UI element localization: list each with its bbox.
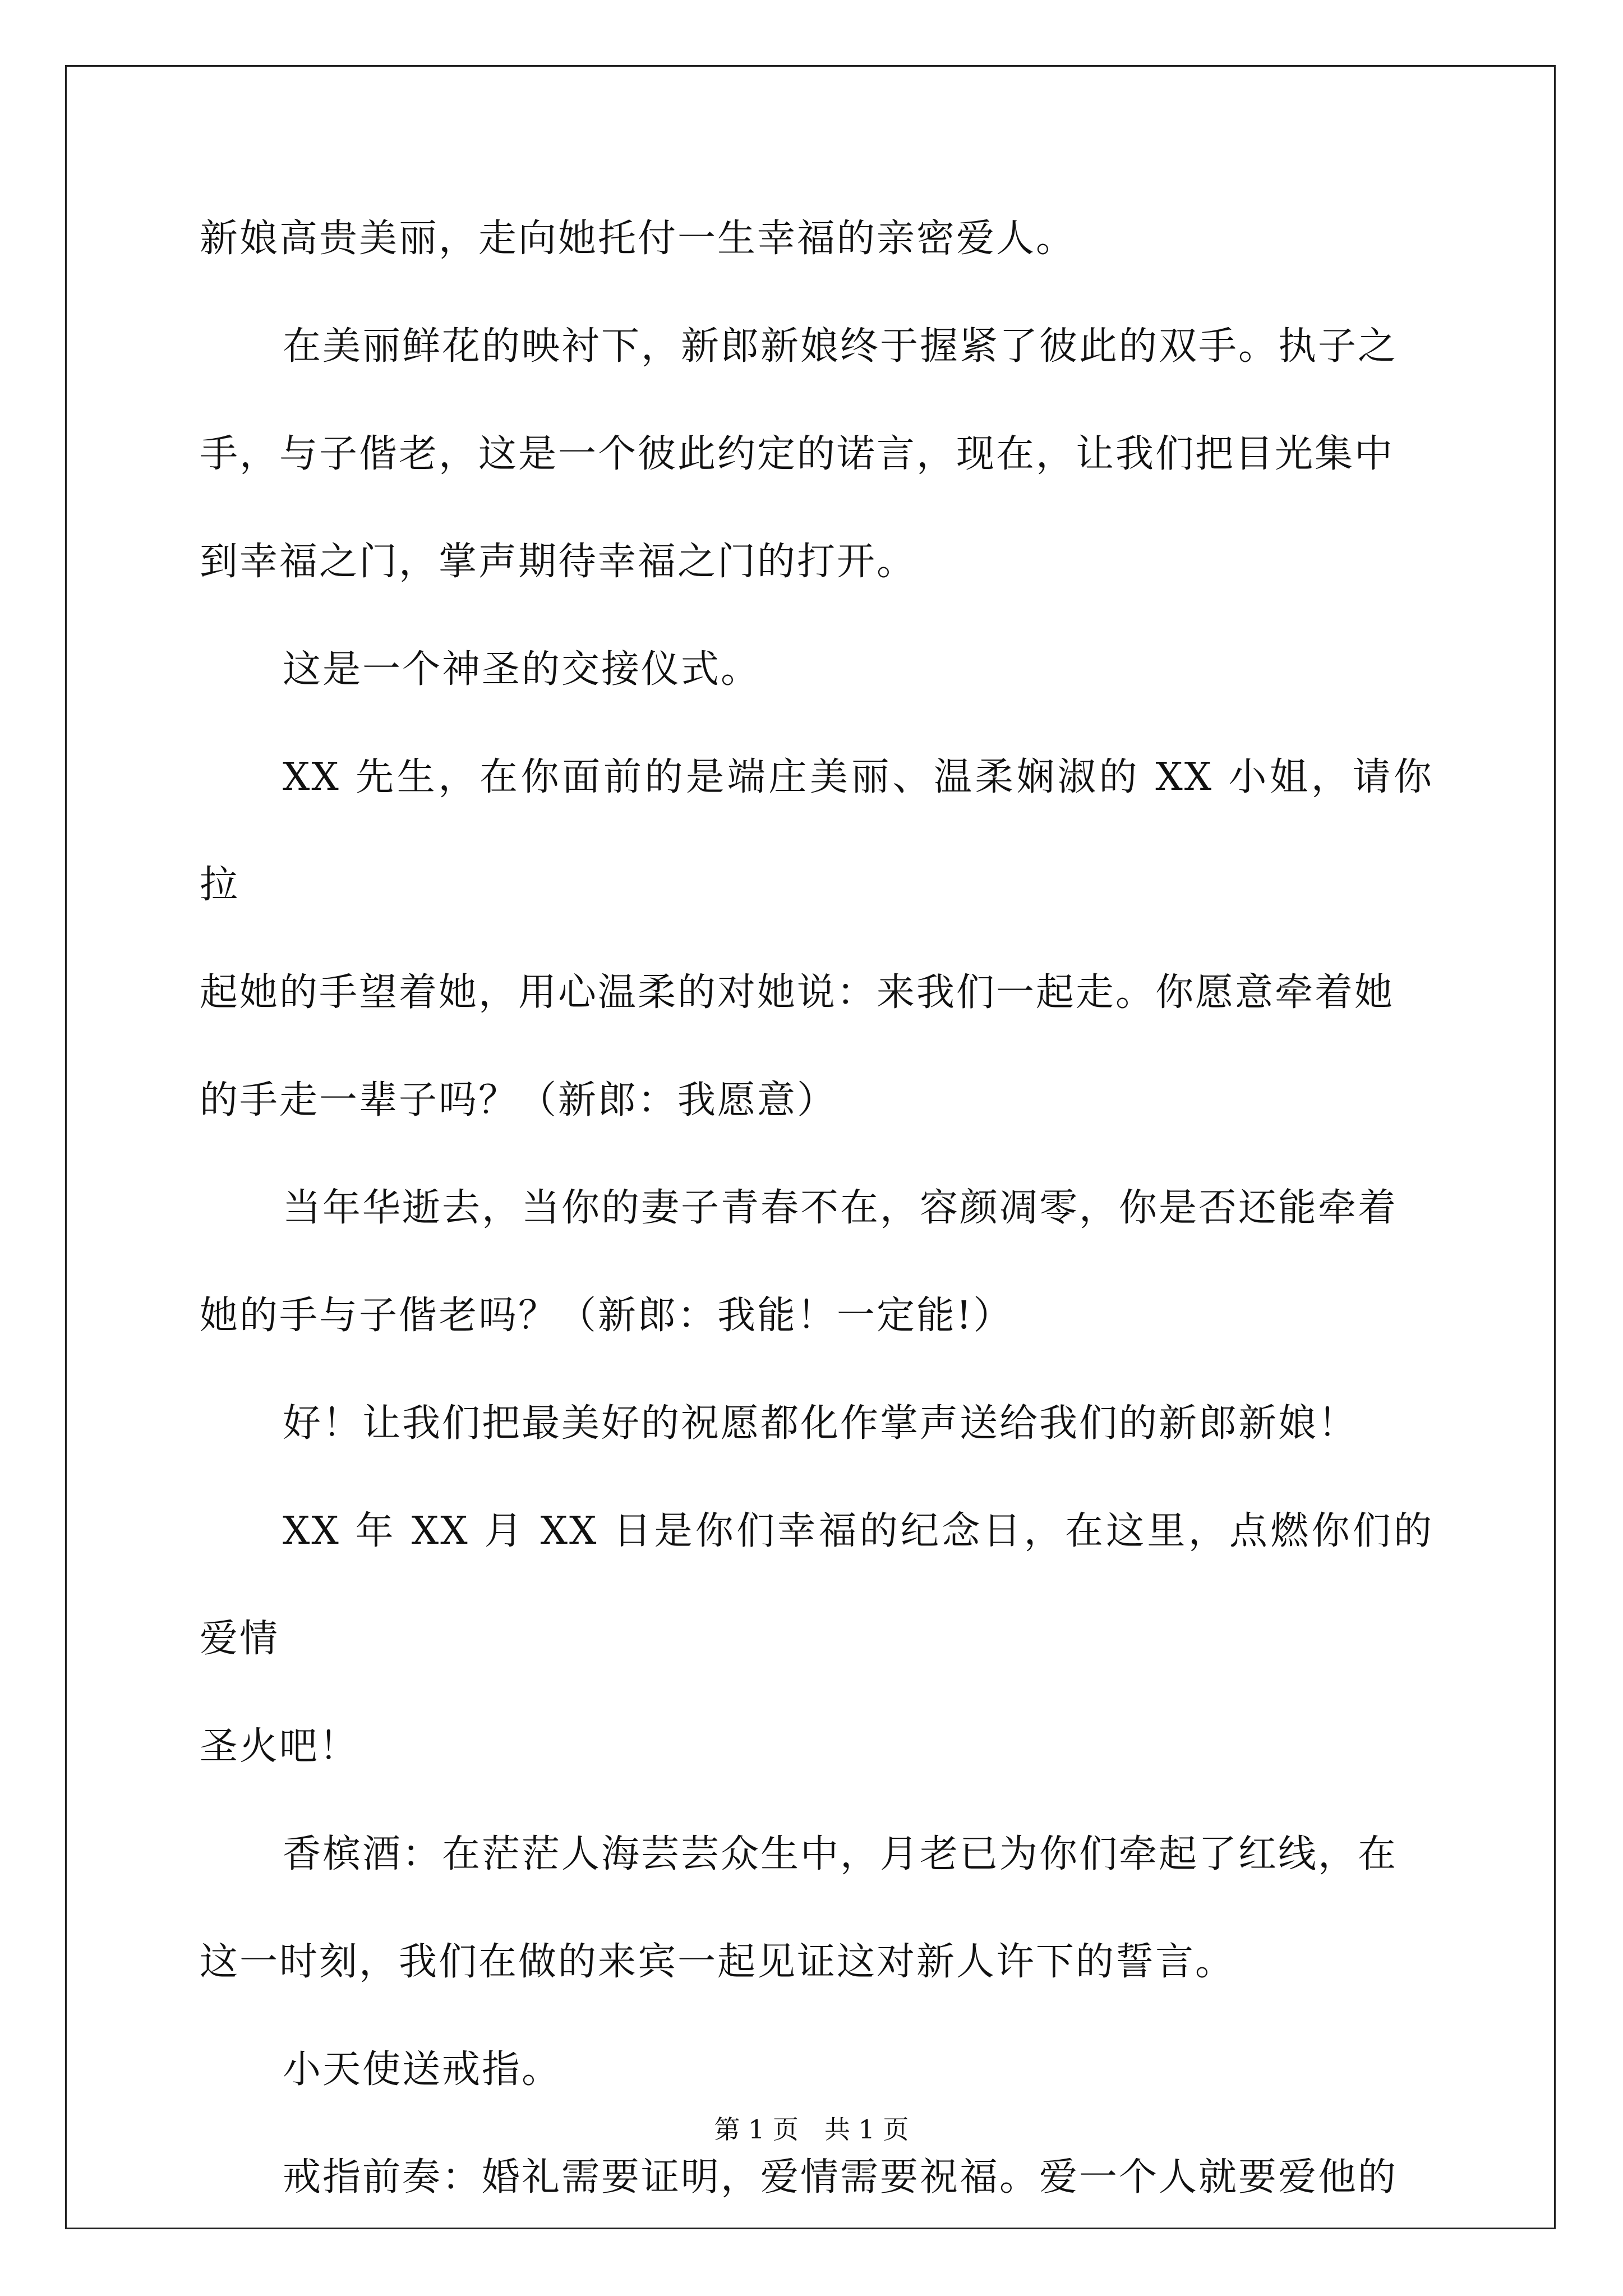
text-line: 手，与子偕老，这是一个彼此约定的诺言，现在，让我们把目光集中 <box>200 432 1395 476</box>
text-line: 到幸福之门，掌声期待幸福之门的打开。 <box>200 540 917 584</box>
text-line: XX 先生，在你面前的是端庄美丽、温柔娴淑的 XX 小姐，请你拉 <box>200 755 1433 907</box>
text-line: 戒指前奏：婚礼需要证明，爱情需要祝福。爱一个人就要爱他的 <box>283 2155 1398 2200</box>
text-line: 在美丽鲜花的映衬下，新郎新娘终于握紧了彼此的双手。执子之 <box>283 324 1398 369</box>
text-line: 这是一个神圣的交接仪式。 <box>283 647 761 692</box>
text-line: 这一时刻，我们在做的来宾一起见证这对新人许下的誓言。 <box>200 1940 1235 1984</box>
text-line: 当年华逝去，当你的妻子青春不在，容颜凋零，你是否还能牵着 <box>283 1186 1398 1230</box>
text-line: 的手走一辈子吗？（新郎：我愿意） <box>200 1078 837 1122</box>
text-line: 小天使送戒指。 <box>283 2047 562 2092</box>
text-line: 她的手与子偕老吗？（新郎：我能！一定能!） <box>200 1294 1013 1338</box>
text-line: 好！让我们把最美好的祝愿都化作掌声送给我们的新郎新娘！ <box>283 1401 1358 1446</box>
text-line: XX 年 XX 月 XX 日是你们幸福的纪念日，在这里，点燃你们的爱情 <box>200 1509 1433 1661</box>
text-line: 香槟酒：在茫茫人海芸芸众生中，月老已为你们牵起了红线，在 <box>283 1832 1398 1876</box>
page-number-footer: 第 1 页 共 1 页 <box>714 2114 909 2145</box>
document-body <box>200 185 1433 2231</box>
text-line: 新娘高贵美丽，走向她托付一生幸福的亲密爱人。 <box>200 217 1076 261</box>
text-line: 圣火吧！ <box>200 1724 359 1769</box>
text-line: 起她的手望着她，用心温柔的对她说：来我们一起走。你愿意牵着她 <box>200 970 1395 1015</box>
